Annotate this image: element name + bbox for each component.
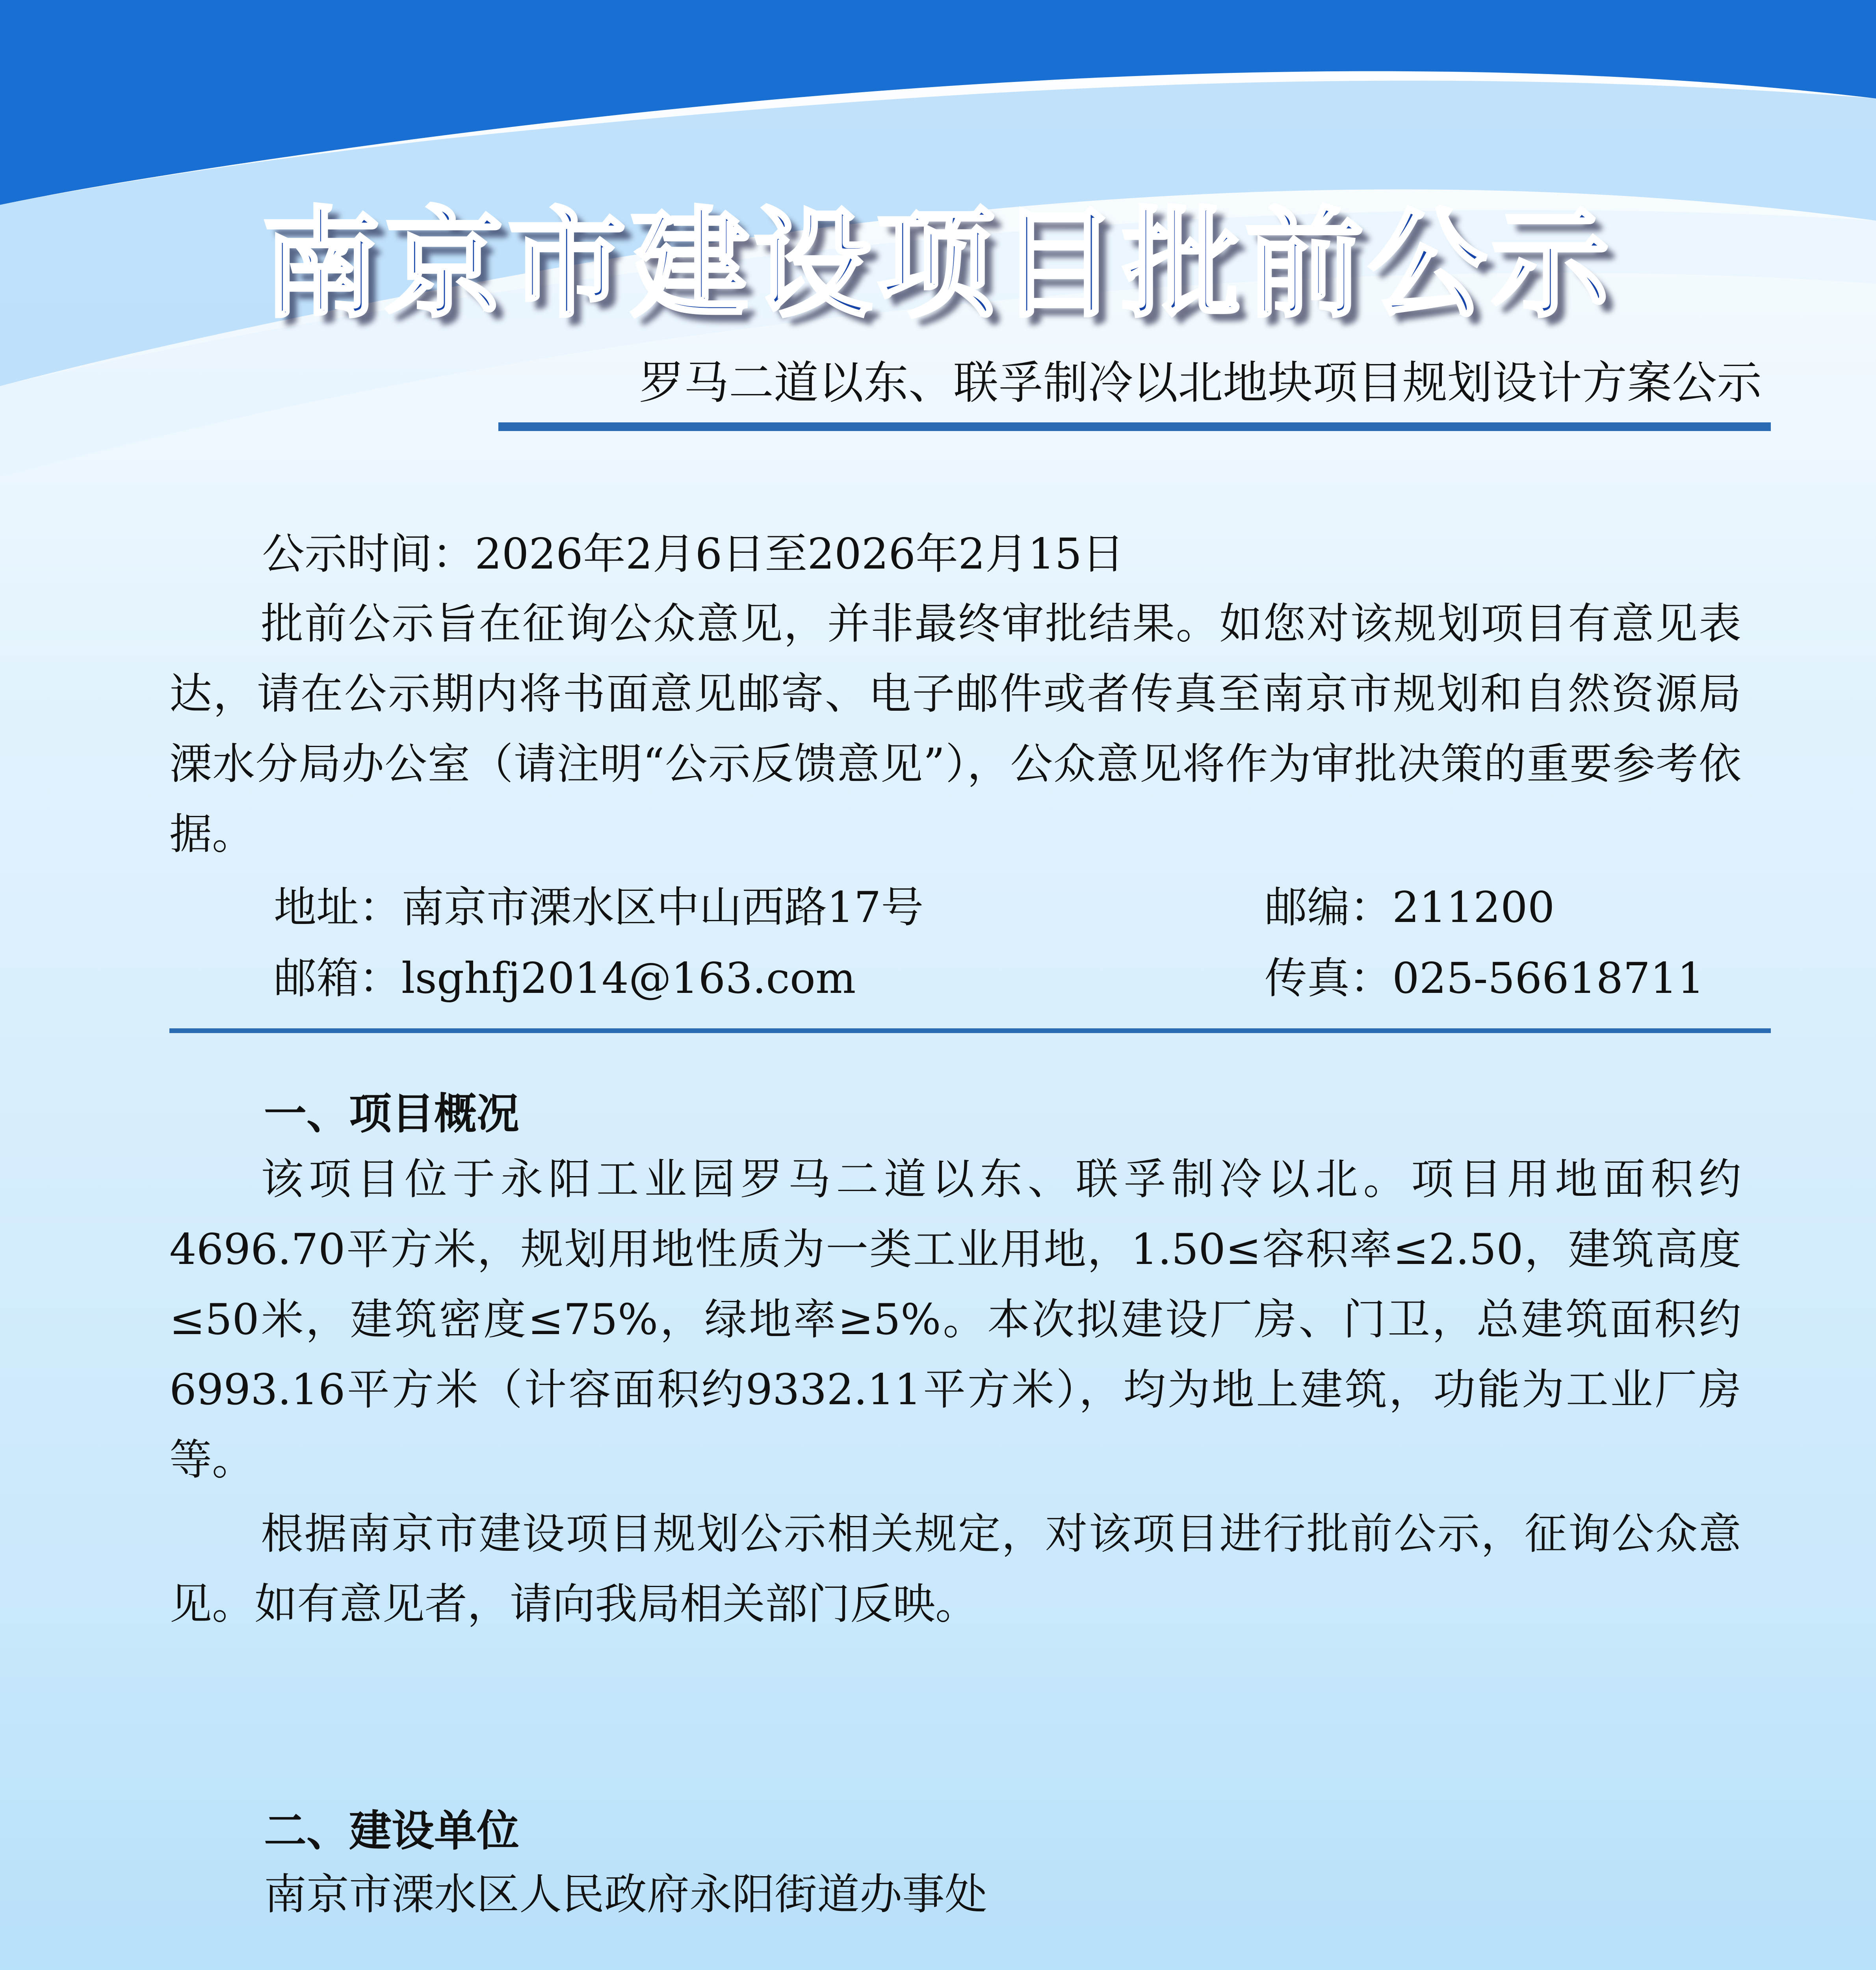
section-divider	[169, 1028, 1771, 1033]
section-builder-heading: 二、建设单位	[264, 1806, 520, 1856]
page-title: 南京市建设项目批前公示	[262, 196, 1614, 333]
contact-fax: 传真：025-56618711	[1265, 954, 1705, 1003]
contact-email: 邮箱：lsghfj2014@163.com	[274, 954, 856, 1003]
section-overview-paragraph-2: 根据南京市建设项目规划公示相关规定，对该项目进行批前公示，征询公众意见。如有意见者，请向我局相关部门反映。	[169, 1509, 1741, 1629]
page-subtitle: 罗马二道以东、联孚制冷以北地块项目规划设计方案公示	[639, 357, 1762, 409]
contact-address: 地址：南京市溧水区中山西路17号	[274, 883, 924, 932]
notice-period: 公示时间：2026年2月6日至2026年2月15日	[262, 530, 1125, 579]
builder-unit: 南京市溧水区人民政府永阳街道办事处	[264, 1870, 988, 1919]
subtitle-underline	[498, 422, 1771, 431]
section-overview-heading: 一、项目概况	[264, 1089, 520, 1139]
contact-postcode: 邮编：211200	[1265, 883, 1555, 932]
notice-intro: 批前公示旨在征询公众意见，并非最终审批结果。如您对该规划项目有意见表达，请在公示期内将书面意见邮寄、电子邮件或者传真至南京市规划和自然资源局溧水分局办公室（请注明“公示反馈意见”），公众意见将作为审批决策的重要参考依据。	[169, 599, 1741, 859]
section-overview-paragraph: 该项目位于永阳工业园罗马二道以东、联孚制冷以北。项目用地面积约4696.70平方米，规划用地性质为一类工业用地，1.50≤容积率≤2.50，建筑高度≤50米，建筑密度≤75%，绿地率≥5%。本次拟建设厂房、门卫，总建筑面积约6993.16平方米（计容面积约9332.11平方米），均为地上建筑，功能为工业厂房等。	[169, 1155, 1741, 1485]
